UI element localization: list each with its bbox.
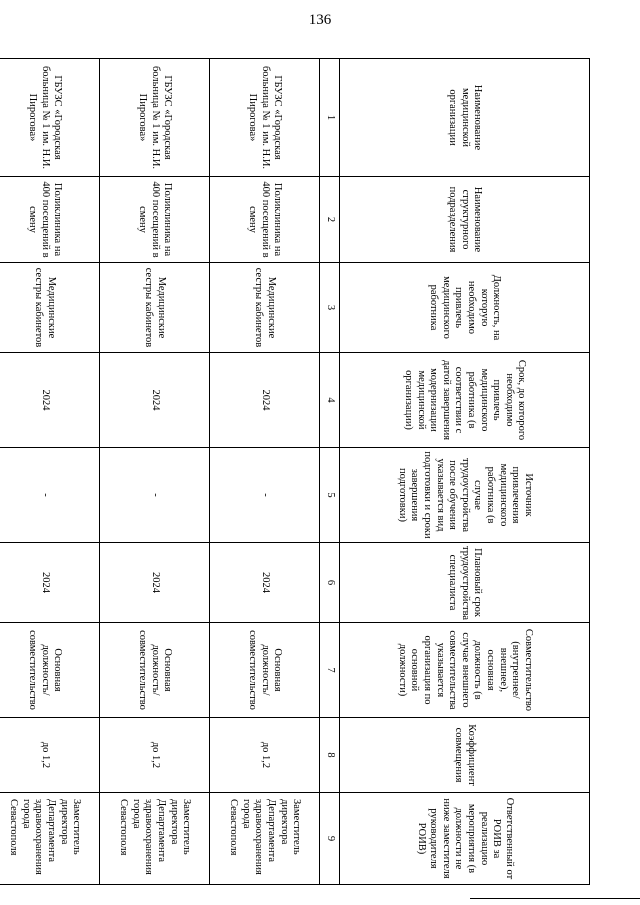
deadline-cell: 2024 [100,353,210,448]
header-cell: Коэффициент совмещения [340,718,590,793]
combination-cell: Основная должность/ совместительство [0,623,100,718]
column-number: 9 [320,793,340,885]
column-number: 7 [320,623,340,718]
combination-cell: Основная должность/ совместительство [100,623,210,718]
column-number: 3 [320,263,340,353]
table-row [0,59,100,885]
planned-year-cell: 2024 [100,543,210,623]
position-cell: Медицинские сестры кабинетов [210,263,320,353]
footer-rule [470,898,640,899]
column-number: 2 [320,177,340,263]
deadline-cell: 2024 [0,353,100,448]
coefficient-cell: до 1,2 [100,718,210,793]
deadline-cell: 2024 [210,353,320,448]
column-number: 5 [320,448,340,543]
planned-year-cell: 2024 [210,543,320,623]
table-row [100,59,210,885]
source-cell: - [210,448,320,543]
header-cell: Наименование медицинской организации [340,59,590,177]
responsible-cell: Заместитель директора Департамента здравоохранения города Севастополя [100,793,210,885]
org-name-cell: ГБУЗС «Городская больница № 1 им. Н.И. Пирогова» [0,59,100,177]
position-cell: Медицинские сестры кабинетов [0,263,100,353]
header-cell: Совместительство (внутреннее/внешнее), основная должность (в случае внешнего совместительства указывается организация по основной должности) [340,623,590,718]
header-cell: Плановый срок трудоустройства специалиста [340,543,590,623]
position-cell: Медицинские сестры кабинетов [100,263,210,353]
coefficient-cell: до 1,2 [210,718,320,793]
header-cell: Наименование структурного подразделения [340,177,590,263]
header-cell: Срок, до которого необходимо привлечь медицинского работника (в соответствии с датой завершения модернизации медицинской организации) [340,353,590,448]
column-number: 8 [320,718,340,793]
source-cell: - [100,448,210,543]
coefficient-cell: до 1,2 [0,718,100,793]
column-number: 1 [320,59,340,177]
unit-cell: Поликлиника на 400 посещений в смену [0,177,100,263]
org-name-cell: ГБУЗС «Городская больница № 1 им. Н.И. Пирогова» [210,59,320,177]
responsible-cell: Заместитель директора Департамента здравоохранения города Севастополя [0,793,100,885]
table-row [210,59,320,885]
responsible-cell: Заместитель директора Департамента здравоохранения города Севастополя [210,793,320,885]
planned-year-cell: 2024 [0,543,100,623]
column-number: 4 [320,353,340,448]
header-cell: Должность, на которую необходимо привлечь медицинского работника [340,263,590,353]
org-name-cell: ГБУЗС «Городская больница № 1 им. Н.И. Пирогова» [100,59,210,177]
unit-cell: Поликлиника на 400 посещений в смену [100,177,210,263]
header-cell: Ответственный от РОИВ за реализацию мероприятия (в должности не ниже заместителя руководителя РОИВ) [340,793,590,885]
combination-cell: Основная должность/ совместительство [210,623,320,718]
staffing-table [0,58,590,885]
column-number-row [320,59,340,885]
unit-cell: Поликлиника на 400 посещений в смену [210,177,320,263]
source-cell: - [0,448,100,543]
page-number: 136 [308,12,332,28]
header-cell: Источник привлечения медицинского работника (в случае трудоустройства после обучения указывается вид подготовки и сроки завершения подготовки) [340,448,590,543]
column-number: 6 [320,543,340,623]
header-row [340,59,590,885]
rotated-table-container [8,58,590,884]
